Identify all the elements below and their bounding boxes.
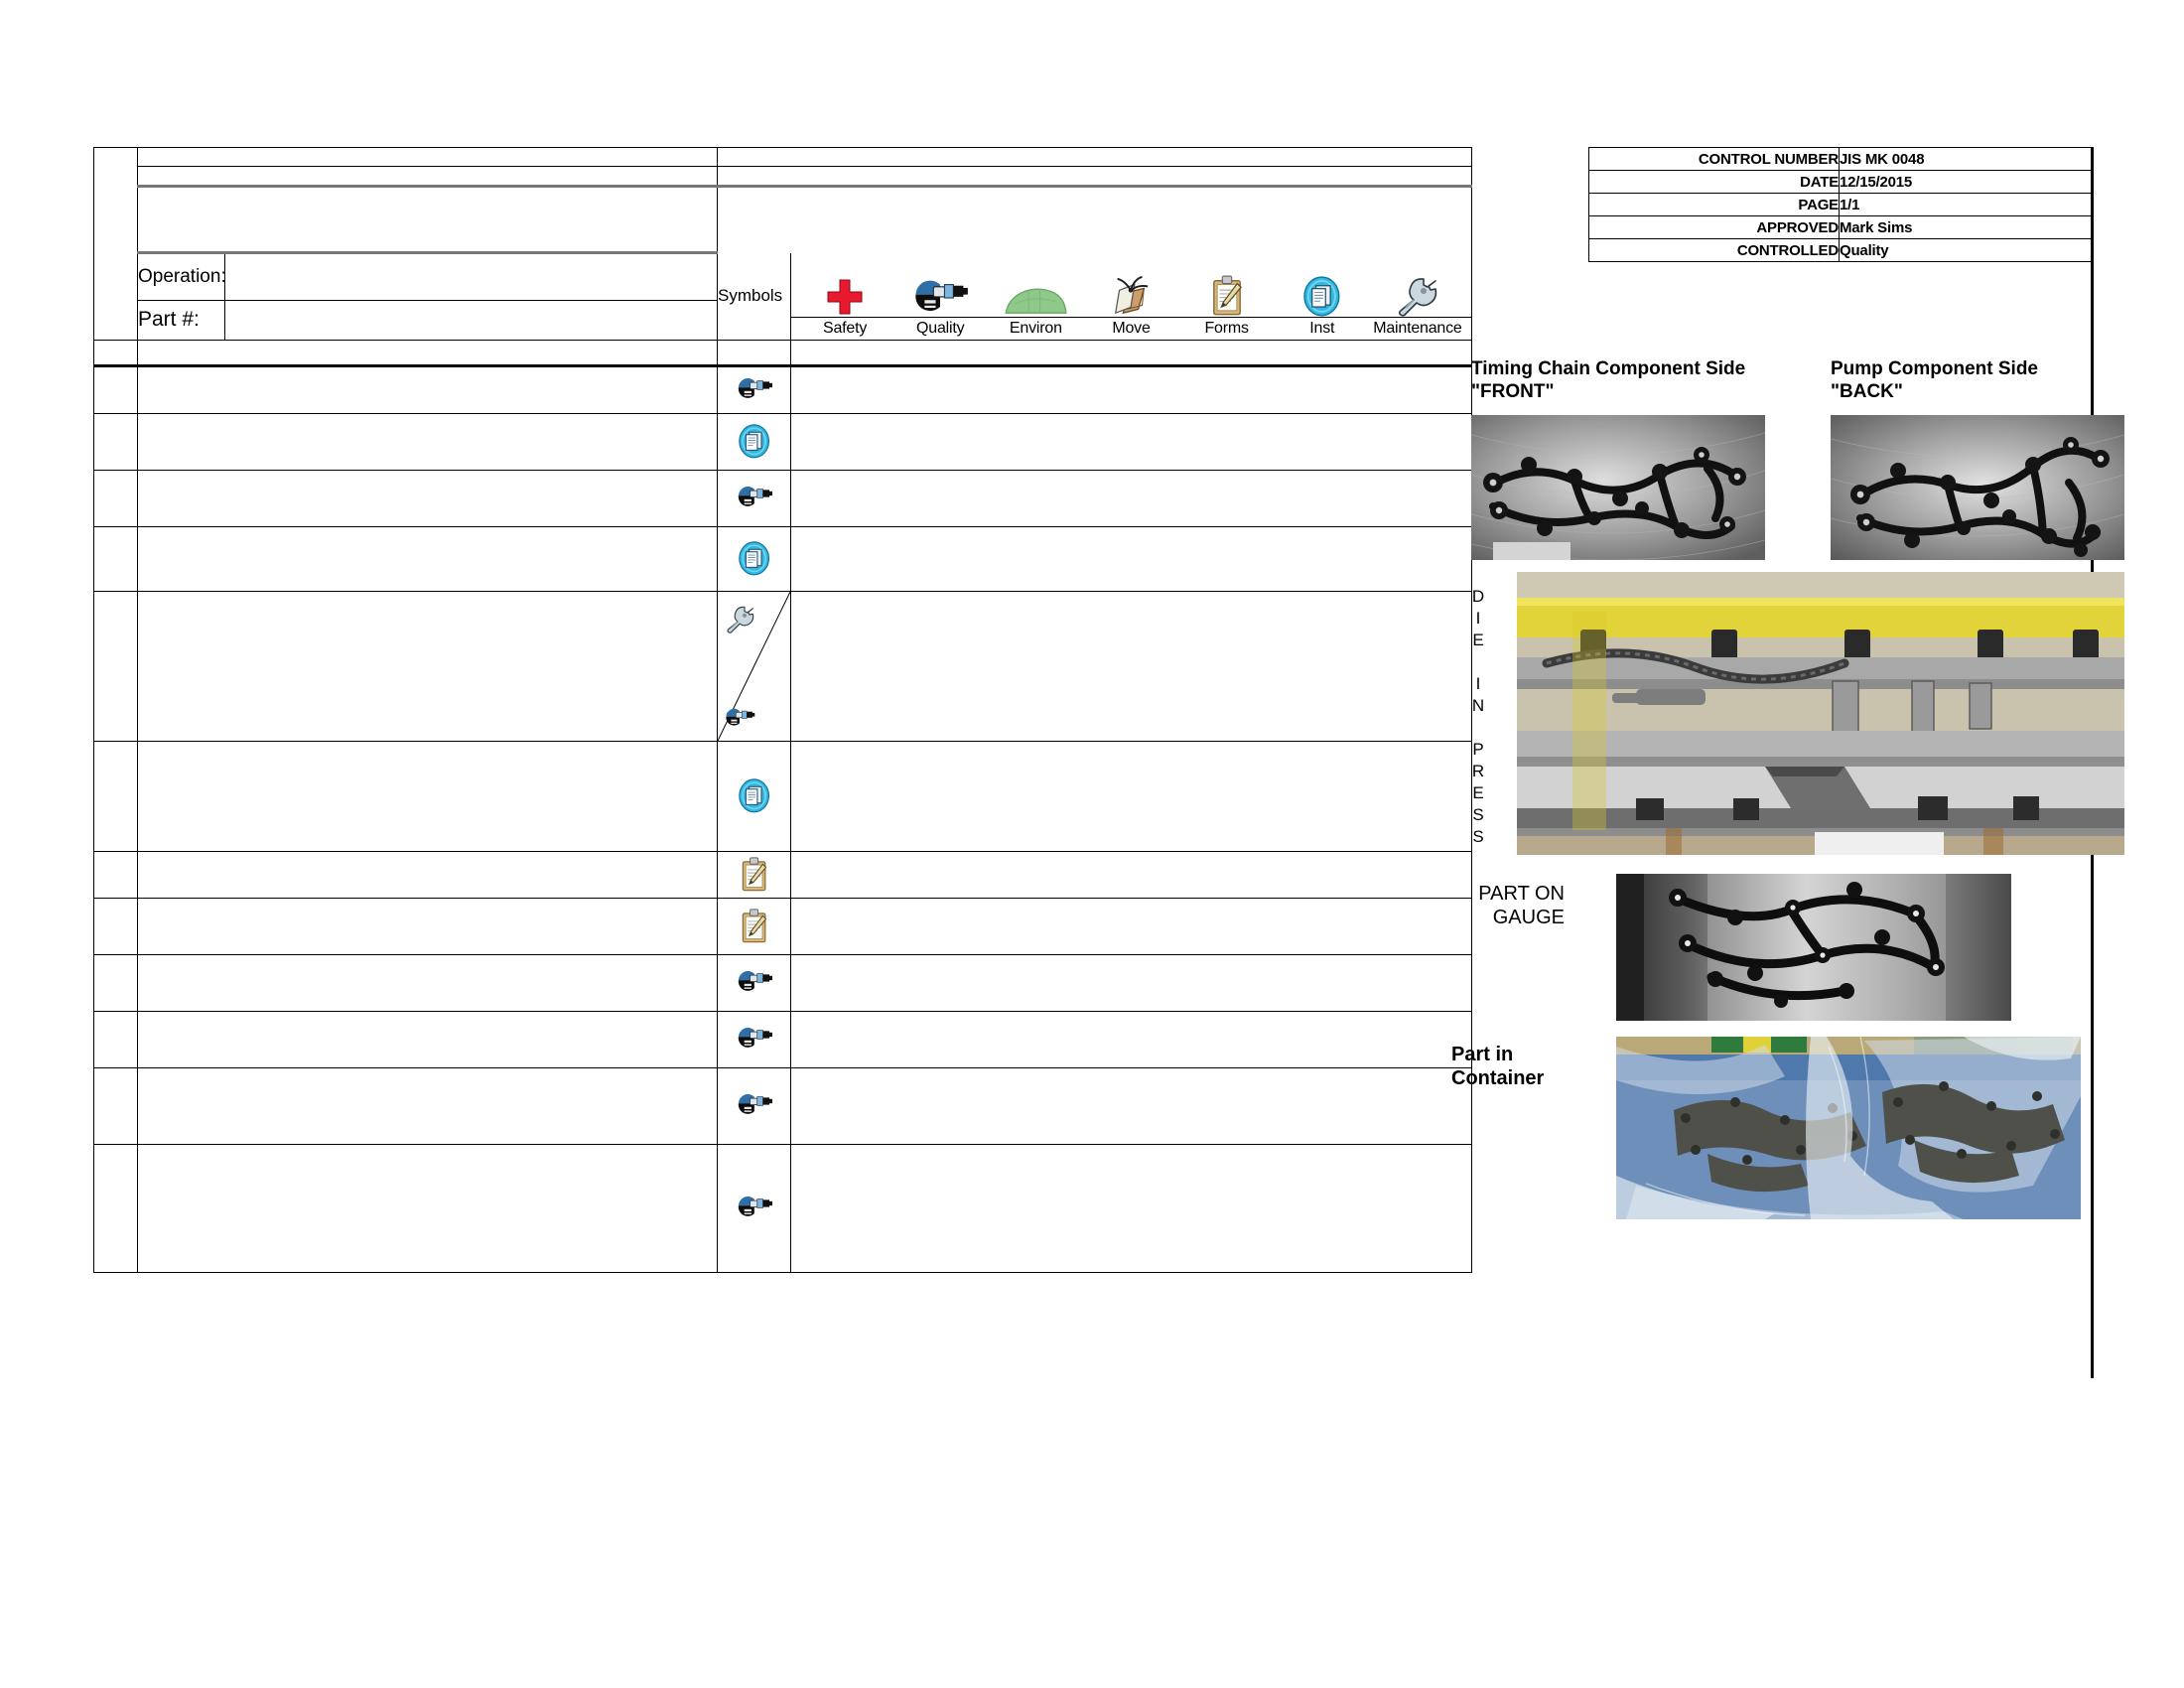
symbol-forms: [1179, 275, 1275, 317]
step-procedure: [138, 1011, 718, 1067]
title-label: [138, 167, 718, 187]
step-key-points: [791, 898, 1472, 954]
photo-die-in-press: [1517, 572, 2124, 855]
step-key-points: [791, 413, 1472, 470]
photo-gasket-front: [1471, 415, 1765, 560]
step-symbol-cell: [718, 1067, 791, 1144]
table-row: [94, 851, 1472, 898]
step-procedure: [138, 898, 718, 954]
gauge-caption: [1449, 882, 1565, 930]
col-header-key-points: [791, 340, 1472, 365]
table-row: [94, 954, 1472, 1011]
control-row-page: [1589, 194, 2094, 216]
table-row: [94, 741, 1472, 851]
step-symbol-cell: [718, 1144, 791, 1272]
front-photo-caption: [1471, 357, 1769, 403]
step-procedure: [138, 470, 718, 526]
move-icon: [1110, 275, 1152, 317]
step-symbol-cell: [718, 954, 791, 1011]
step-number: [94, 591, 138, 741]
table-row: [94, 1067, 1472, 1144]
wrench-icon: [724, 606, 757, 633]
sheet-title: [718, 148, 1472, 167]
container-caption-line1: Part in: [1451, 1044, 1514, 1065]
col-header-work-procedure: [138, 340, 718, 365]
die-in-press-letter: E: [1472, 783, 1484, 802]
operation-label: Operation:: [138, 253, 225, 301]
die-in-press-letter: E: [1472, 631, 1484, 649]
step-procedure: [138, 591, 718, 741]
instruction-doc-icon: [1303, 276, 1340, 317]
clipboard-icon: [741, 857, 767, 892]
step-key-points: [791, 851, 1472, 898]
step-number: [94, 898, 138, 954]
title-prepared-row: [94, 167, 1472, 187]
control-value: Mark Sims: [1840, 216, 2094, 239]
page-title: [138, 187, 718, 253]
table-row: [94, 526, 1472, 591]
step-symbol-cell: [718, 898, 791, 954]
step-key-points: [791, 741, 1472, 851]
step-number: [94, 413, 138, 470]
die-in-press-letter: N: [1471, 696, 1485, 715]
safety-cross-icon: [825, 277, 865, 317]
column-header-row: [94, 340, 1472, 365]
part-label: Part #:: [138, 300, 225, 340]
step-symbol-cell: [718, 591, 791, 741]
micrometer-icon: [736, 1027, 773, 1052]
symbol-environ: [988, 285, 1083, 316]
instruction-doc-icon: [739, 541, 769, 576]
front-caption-line2: "FRONT": [1471, 381, 1555, 403]
back-caption-line1: Pump Component Side: [1831, 358, 2038, 379]
die-in-press-label: [1461, 584, 1495, 846]
step-procedure: [138, 1144, 718, 1272]
green-car-icon: [1004, 285, 1067, 316]
control-row-date: [1589, 171, 2094, 194]
photo-gasket-back: [1831, 415, 2124, 560]
control-value: 1/1: [1840, 194, 2094, 216]
container-caption: [1451, 1043, 1567, 1091]
table-row: [94, 365, 1472, 413]
clipboard-icon: [741, 909, 767, 943]
step-number: [94, 741, 138, 851]
prepared-by: [718, 167, 1472, 187]
micrometer-icon: [724, 708, 755, 729]
step-procedure: [138, 413, 718, 470]
instruction-doc-icon: [739, 424, 769, 459]
die-in-press-letter: I: [1475, 674, 1481, 693]
control-value: JIS MK 0048: [1840, 148, 2094, 171]
table-row: [94, 591, 1472, 741]
control-key: APPROVED: [1589, 216, 1840, 239]
step-symbol-cell: [718, 413, 791, 470]
step-key-points: [791, 1144, 1472, 1272]
gauge-caption-line1: PART ON: [1478, 883, 1565, 905]
control-info-table: [1588, 147, 2094, 262]
step-key-points: [791, 365, 1472, 413]
die-in-press-letter: R: [1471, 762, 1485, 780]
operation-value: [225, 253, 718, 301]
control-key: PAGE: [1589, 194, 1840, 216]
symbol-label-forms: Forms: [1204, 319, 1249, 337]
symbol-label-environ: Environ: [1009, 319, 1062, 337]
symbol-legend-cell: [791, 253, 1472, 341]
micrometer-icon: [736, 1196, 773, 1220]
symbol-label-inst: Inst: [1309, 319, 1335, 337]
die-in-press-letter: I: [1475, 609, 1481, 628]
die-in-press-letter: D: [1471, 587, 1485, 606]
micrometer-icon: [911, 279, 969, 317]
step-symbol-cell: [718, 851, 791, 898]
symbol-label-strip: [791, 317, 1471, 340]
step-key-points: [791, 470, 1472, 526]
control-value: 12/15/2015: [1840, 171, 2094, 194]
document-title-row: [94, 187, 1472, 253]
control-row-approved: [1589, 216, 2094, 239]
step-number: [94, 851, 138, 898]
die-in-press-letter: [1461, 715, 1495, 737]
step-number: [94, 365, 138, 413]
table-row: [94, 898, 1472, 954]
step-key-points: [791, 591, 1472, 741]
symbol-quality: [892, 279, 988, 317]
step-procedure: [138, 851, 718, 898]
symbol-safety: [797, 277, 892, 317]
step-procedure: [138, 526, 718, 591]
micrometer-icon: [736, 970, 773, 995]
die-in-press-letter: [1461, 649, 1495, 671]
step-key-points: [791, 526, 1472, 591]
step-procedure: [138, 365, 718, 413]
back-caption-line2: "BACK": [1831, 381, 1903, 403]
step-symbol-cell: [718, 365, 791, 413]
symbol-inst: [1275, 276, 1370, 317]
table-row: [94, 470, 1472, 526]
back-photo-caption: [1831, 357, 2128, 403]
die-in-press-letter: S: [1472, 805, 1484, 824]
step-symbol-cell: [718, 470, 791, 526]
symbol-label-maintenance: Maintenance: [1373, 319, 1462, 337]
control-key: CONTROLLED: [1589, 239, 1840, 262]
clipboard-icon: [1211, 275, 1243, 317]
step-number: [94, 526, 138, 591]
step-symbol-cell: [718, 1011, 791, 1067]
table-row: [94, 413, 1472, 470]
main-document-table: [93, 147, 1472, 1273]
step-symbol-cell: [718, 741, 791, 851]
step-key-points: [791, 954, 1472, 1011]
step-key-points: [791, 1011, 1472, 1067]
photo-part-in-container: [1616, 1037, 2081, 1219]
wrench-icon: [1394, 277, 1441, 317]
micrometer-icon: [736, 486, 773, 510]
instruction-doc-icon: [739, 778, 769, 813]
container-caption-line2: Container: [1451, 1067, 1545, 1090]
control-key: CONTROL NUMBER: [1589, 148, 1840, 171]
step-number: [94, 1011, 138, 1067]
control-row-control-number: [1589, 148, 2094, 171]
front-caption-line1: Timing Chain Component Side: [1471, 358, 1746, 379]
gauge-caption-line2: GAUGE: [1492, 907, 1565, 929]
control-row-controlled: [1589, 239, 2094, 262]
symbol-icon-strip: [791, 253, 1471, 317]
step-procedure: [138, 1067, 718, 1144]
table-row: [94, 1144, 1472, 1272]
step-number: [94, 954, 138, 1011]
micrometer-icon: [736, 377, 773, 402]
step-number: [94, 470, 138, 526]
step-symbol-cell: [718, 526, 791, 591]
symbols-label: Symbols: [718, 253, 791, 341]
symbol-move: [1083, 275, 1178, 317]
operation-row: [94, 253, 1472, 301]
sheet-title-row: [94, 148, 1472, 167]
symbol-label-safety: Safety: [822, 319, 868, 337]
step-procedure: [138, 954, 718, 1011]
photo-part-on-gauge: [1616, 874, 2011, 1021]
step-key-points: [791, 1067, 1472, 1144]
micrometer-icon: [736, 1093, 773, 1118]
part-value: [225, 300, 718, 340]
die-in-press-letter: S: [1472, 827, 1484, 846]
control-key: DATE: [1589, 171, 1840, 194]
table-row: [94, 1011, 1472, 1067]
step-number: [94, 1144, 138, 1272]
symbol-maintenance: [1370, 277, 1465, 317]
step-procedure: [138, 741, 718, 851]
steps-body: [94, 365, 1472, 1272]
control-value: Quality: [1840, 239, 2094, 262]
symbol-label-move: Move: [1112, 319, 1151, 337]
step-number: [94, 1067, 138, 1144]
die-in-press-letter: P: [1472, 740, 1484, 759]
symbol-label-quality: Quality: [916, 319, 965, 337]
